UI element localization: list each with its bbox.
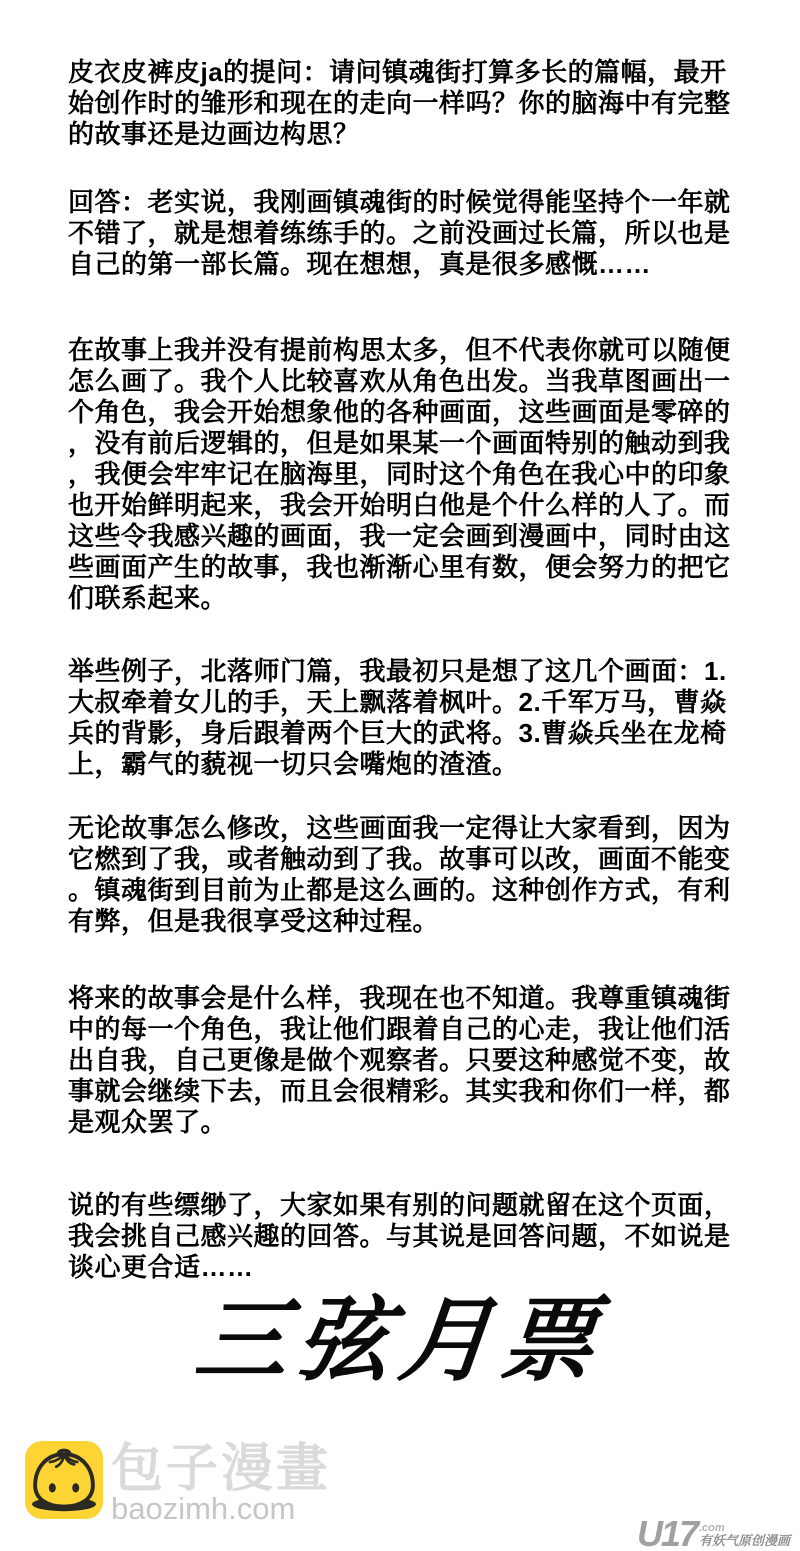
calligraphy-monthly-ticket-text: 三弦月票 — [190, 1286, 610, 1394]
u17-wordmark-block — [699, 1523, 790, 1548]
u17-tagline: 有妖气原创漫画 — [698, 1533, 790, 1548]
baozimh-wordmark: 包子漫畫 — [111, 1440, 332, 1498]
author-qa-text — [68, 57, 738, 1283]
answer-paragraph-4: 无论故事怎么修改，这些画面我一定得让大家看到，因为它燃到了我，或者触动到了我。故事可以改，画面不能变。镇魂街到目前为止都是这么画的。这种创作方式，有利有弊，但是我很享受这种过程。 — [68, 813, 731, 936]
baozi-bun-icon — [25, 1441, 103, 1519]
question-paragraph: 皮衣皮裤皮ja的提问：请问镇魂街打算多长的篇幅，最开始创作时的雏形和现在的走向一样吗？你的脑海中有完整的故事还是边画边构思？ — [68, 57, 731, 149]
answer-paragraph-3: 举些例子，北落师门篇，我最初只是想了这几个画面：1.大叔牵着女儿的手，天上飘落着枫叶。2.千军万马，曹焱兵的背影，身后跟着两个巨大的武将。3.曹焱兵坐在龙椅上，霸气的藐视一切只会嘴炮的渣渣。 — [68, 656, 727, 779]
u17-domain-suffix: .com — [698, 1522, 725, 1534]
answer-paragraph-5: 将来的故事会是什么样，我现在也不知道。我尊重镇魂街中的每一个角色，我让他们跟着自己的心走，我让他们活出自我，自己更像是做个观察者。只要这种感觉不变，故事就会继续下去，而且会很精彩。其实我和你们一样，都是观众罢了。 — [68, 983, 731, 1137]
u17-logo: U17 — [636, 1513, 697, 1551]
answer-paragraph-2: 在故事上我并没有提前构思太多，但不代表你就可以随便怎么画了。我个人比较喜欢从角色出发。当我草图画出一个角色，我会开始想象他的各种画面，这些画面是零碎的，没有前后逻辑的，但是如果某一个画面特别的触动到我，我便会牢牢记在脑海里，同时这个角色在我心中的印象也开始鲜明起来，我会开始明白他是个什么样的人了。而这些令我感兴趣的画面，我一定会画到漫画中，同时由这些画面产生的故事，我也渐渐心里有数，便会努力的把它们联系起来。 — [68, 335, 731, 613]
answer-paragraph-6: 说的有些缥缈了，大家如果有别的问题就留在这个页面，我会挑自己感兴趣的回答。与其说是回答问题，不如说是谈心更合适…… — [68, 1190, 731, 1282]
baozimh-url: baozimh.com — [111, 1491, 296, 1526]
u17-watermark — [636, 1513, 790, 1551]
baozimh-wordmark-block — [111, 1441, 331, 1524]
baozimh-watermark — [25, 1441, 331, 1524]
answer-paragraph-1: 回答：老实说，我刚画镇魂街的时候觉得能坚持个一年就不错了，就是想着练练手的。之前没画过长篇，所以也是自己的第一部长篇。现在想想，真是很多感慨…… — [68, 187, 731, 279]
